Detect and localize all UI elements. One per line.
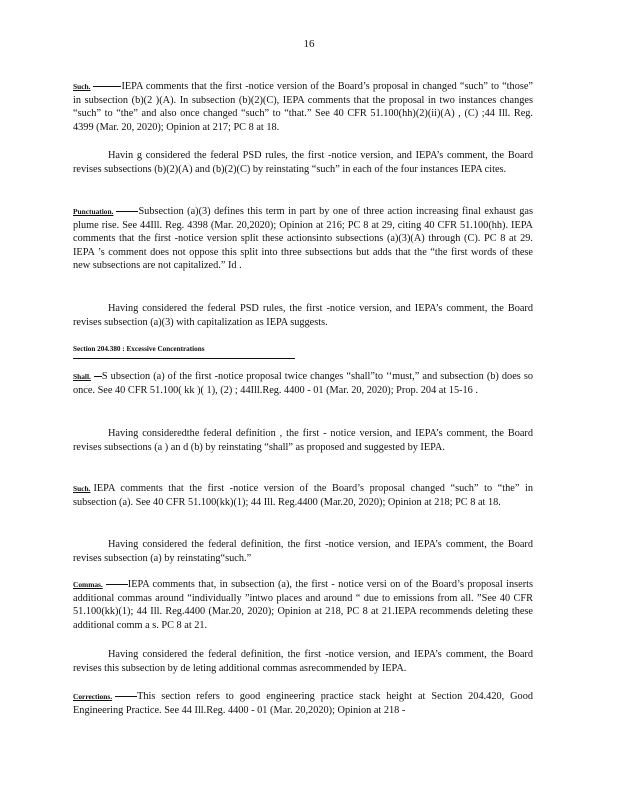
paragraph-such-1 <box>73 80 533 134</box>
paragraph-conclusion-5 <box>73 648 533 675</box>
paragraph-text: IEPA comments that the first -notice version of the Board’s proposal changed “such” to “the” in subsection (a). See 40 CFR 51.100(kk)(1); 44 Ill. Reg.4400 (Mar.20, 2020); Opinion at 218; PC 8 at 18. <box>73 483 533 508</box>
paragraph-shall <box>73 370 533 397</box>
paragraph-heading: Shall. <box>73 372 91 381</box>
page-number: 16 <box>303 38 315 50</box>
section-heading: Section 204.380 : Excessive Concentrations <box>73 343 295 359</box>
paragraph-text: Having considered the federal definition, the first -notice version, and IEPA’s comment, the Board revises subsection (a) by reinstating“such.” <box>73 539 533 564</box>
paragraph-conclusion-1 <box>73 149 533 176</box>
paragraph-heading: Corrections. <box>73 692 113 701</box>
paragraph-such-2 <box>73 482 533 509</box>
paragraph-heading: Punctuation. <box>73 207 114 216</box>
paragraph-conclusion-4 <box>73 538 533 565</box>
paragraph-text: IEPA comments that, in subsection (a), the first - notice versi on of the Board’s proposal inserts additional commas around “individually ”intwo places and around “ due to emissions from all. ”See 40 CFR 51.100(kk)(1); 44 Ill. Reg.4400 (Mar.20, 2020); Opinion at 218, PC 8 at 21.IEPA recommends deleting these additional comm a s. PC 8 at 21. <box>73 579 533 631</box>
paragraph-heading: Commas. <box>73 580 103 589</box>
paragraph-conclusion-3 <box>73 427 533 454</box>
paragraph-text: Subsection (a)(3) defines this term in part by one of three action increasing final exhaust gas plume rise. See 44Ill. Reg. 4398 (Mar. 20,2020); Opinion at 216; PC 8 at 29, citing 40 CFR 51.100(hh). IEPA comments that the first -notice version split these actionsinto subsections (a)(3)(A) through (C). PC 8 at 29. IEPA ’s comment does not oppose this split into three subsections but adds that the “the first words of these new subsections are not capitalized.” Id . <box>73 206 533 272</box>
paragraph-text: Having considered the federal definition, the first -notice version, and IEPA’s comment, the Board revises this subsection by de leting additional commas asrecommended by IEPA. <box>73 649 533 674</box>
paragraph-text: Havin g considered the federal PSD rules, the first -notice version, and IEPA’s comment, the Board revises subsections (b)(2)(A) and (b)(2)(C) by reinstating “such” in each of the four instances IEPA cites. <box>73 150 533 175</box>
paragraph-text: IEPA comments that the first -notice version of the Board’s proposal in changed “such” to “those” in subsection (b)(2 )(A). In subsection (b)(2)(C), IEPA comments that the proposal in two instances changes “such” to “the” and also once changed “such” to “that.” See 40 CFR 51.100(hh)(2)(ii)(A) , (C) ;44 Ill. Reg. 4399 (Mar. 20, 2020); Opinion at 217; PC 8 at 18. <box>73 81 533 133</box>
paragraph-conclusion-2 <box>73 302 533 329</box>
paragraph-text: Having considered the federal PSD rules, the first -notice version, and IEPA’s comment, the Board revises subsection (a)(3) with capitalization as IEPA suggests. <box>73 303 533 328</box>
paragraph-text: S ubsection (a) of the first -notice proposal twice changes “shall”to ‘‘must,” and subsection (b) does so once. See 40 CFR 51.100( kk )( 1), (2) ; 44Ill.Reg. 4400 - 01 (Mar. 20, 2020); Prop. 204 at 15-16 . <box>73 371 533 396</box>
paragraph-heading: Such. <box>73 484 91 493</box>
paragraph-corrections <box>73 690 533 717</box>
paragraph-text: Having consideredthe federal definition , the first - notice version, and IEPA’s comment, the Board revises subsections (a ) an d (b) by reinstating “shall” as proposed and suggested by IEPA. <box>73 428 533 453</box>
paragraph-text: This section refers to good engineering practice stack height at Section 204.420, Good Engineering Practice. See 44 Ill.Reg. 4400 - 01 (Mar. 20,2020); Opinion at 218 - <box>73 691 533 716</box>
paragraph-heading: Such. <box>73 82 91 91</box>
paragraph-commas <box>73 578 533 632</box>
paragraph-punctuation <box>73 205 533 273</box>
